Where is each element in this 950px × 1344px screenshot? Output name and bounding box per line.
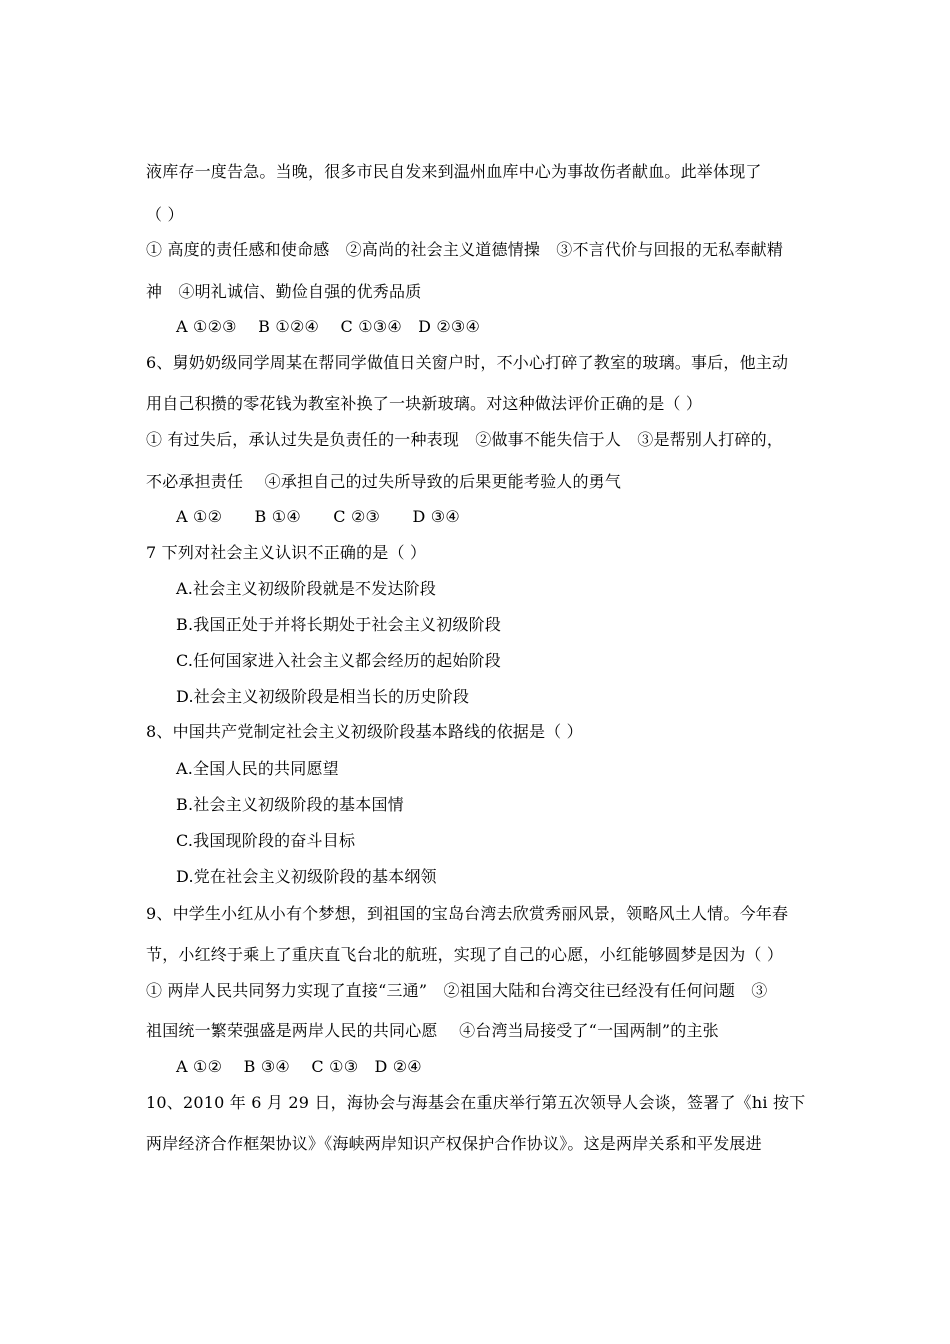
question-9-line-4: 祖国统一繁荣强盛是两岸人民的共同心愿 ④台湾当局接受了“一国两制”的主张 (146, 1021, 719, 1040)
text-line-1: 液库存一度告急。当晚，很多市民自发来到温州血库中心为事故伤者献血。此举体现了 (146, 162, 762, 181)
text-line-3: ① 高度的责任感和使命感 ②高尚的社会主义道德情操 ③不言代价与回报的无私奉献精 (146, 240, 784, 259)
question-6-line-3: ① 有过失后，承认过失是负责任的一种表现 ②做事不能失信于人 ③是帮别人打碎的， (146, 430, 784, 449)
text-line-2: （ ） (146, 205, 184, 224)
question-8: 8、中国共产党制定社会主义初级阶段基本路线的依据是（ ） (146, 722, 583, 741)
question-7-option-b: B.我国正处于并将长期处于社会主义初级阶段 (176, 615, 502, 634)
question-9-line-2: 节，小红终于乘上了重庆直飞台北的航班，实现了自己的心愿，小红能够圆梦是因为（ ） (146, 945, 784, 964)
question-8-option-d: D.党在社会主义初级阶段的基本纲领 (176, 867, 437, 886)
question-9-line-3: ① 两岸人民共同努力实现了直接“三通” ②祖国大陆和台湾交往已经没有任何问题 ③ (146, 981, 768, 1000)
question-10-line-2: 两岸经济合作框架协议》《海峡两岸知识产权保护合作协议》。这是两岸关系和平发展进 (146, 1134, 762, 1153)
question-10-line-1: 10、2010 年 6 月 29 日，海协会与海基会在重庆举行第五次领导人会谈，签署了《hi 按下 (146, 1093, 806, 1112)
question-8-option-c: C.我国现阶段的奋斗目标 (176, 831, 356, 850)
question-8-option-b: B.社会主义初级阶段的基本国情 (176, 795, 404, 814)
answer-options-9: A ①② B ③④ C ①③ D ②④ (176, 1057, 422, 1076)
question-7-option-d: D.社会主义初级阶段是相当长的历史阶段 (176, 687, 470, 706)
answer-options-5: A ①②③ B ①②④ C ①③④ D ②③④ (176, 317, 481, 336)
text-line-4: 神 ④明礼诚信、勤俭自强的优秀品质 (146, 282, 422, 301)
question-9-line-1: 9、中学生小红从小有个梦想，到祖国的宝岛台湾去欣赏秀丽风景，领略风土人情。今年春 (146, 904, 789, 923)
question-8-option-a: A.全国人民的共同愿望 (176, 759, 339, 778)
question-6-line-4: 不必承担责任 ④承担自己的过失所导致的后果更能考验人的勇气 (146, 472, 622, 491)
question-7-option-a: A.社会主义初级阶段就是不发达阶段 (176, 579, 437, 598)
question-7-option-c: C.任何国家进入社会主义都会经历的起始阶段 (176, 651, 501, 670)
answer-options-6: A ①② B ①④ C ②③ D ③④ (176, 507, 460, 526)
question-7: 7 下列对社会主义认识不正确的是（ ） (146, 543, 427, 562)
question-6-line-1: 6、舅奶奶级同学周某在帮同学做值日关窗户时，不小心打碎了教室的玻璃。事后，他主动 (146, 353, 789, 372)
question-6-line-2: 用自己积攒的零花钱为教室补换了一块新玻璃。对这种做法评价正确的是（ ） (146, 394, 703, 413)
